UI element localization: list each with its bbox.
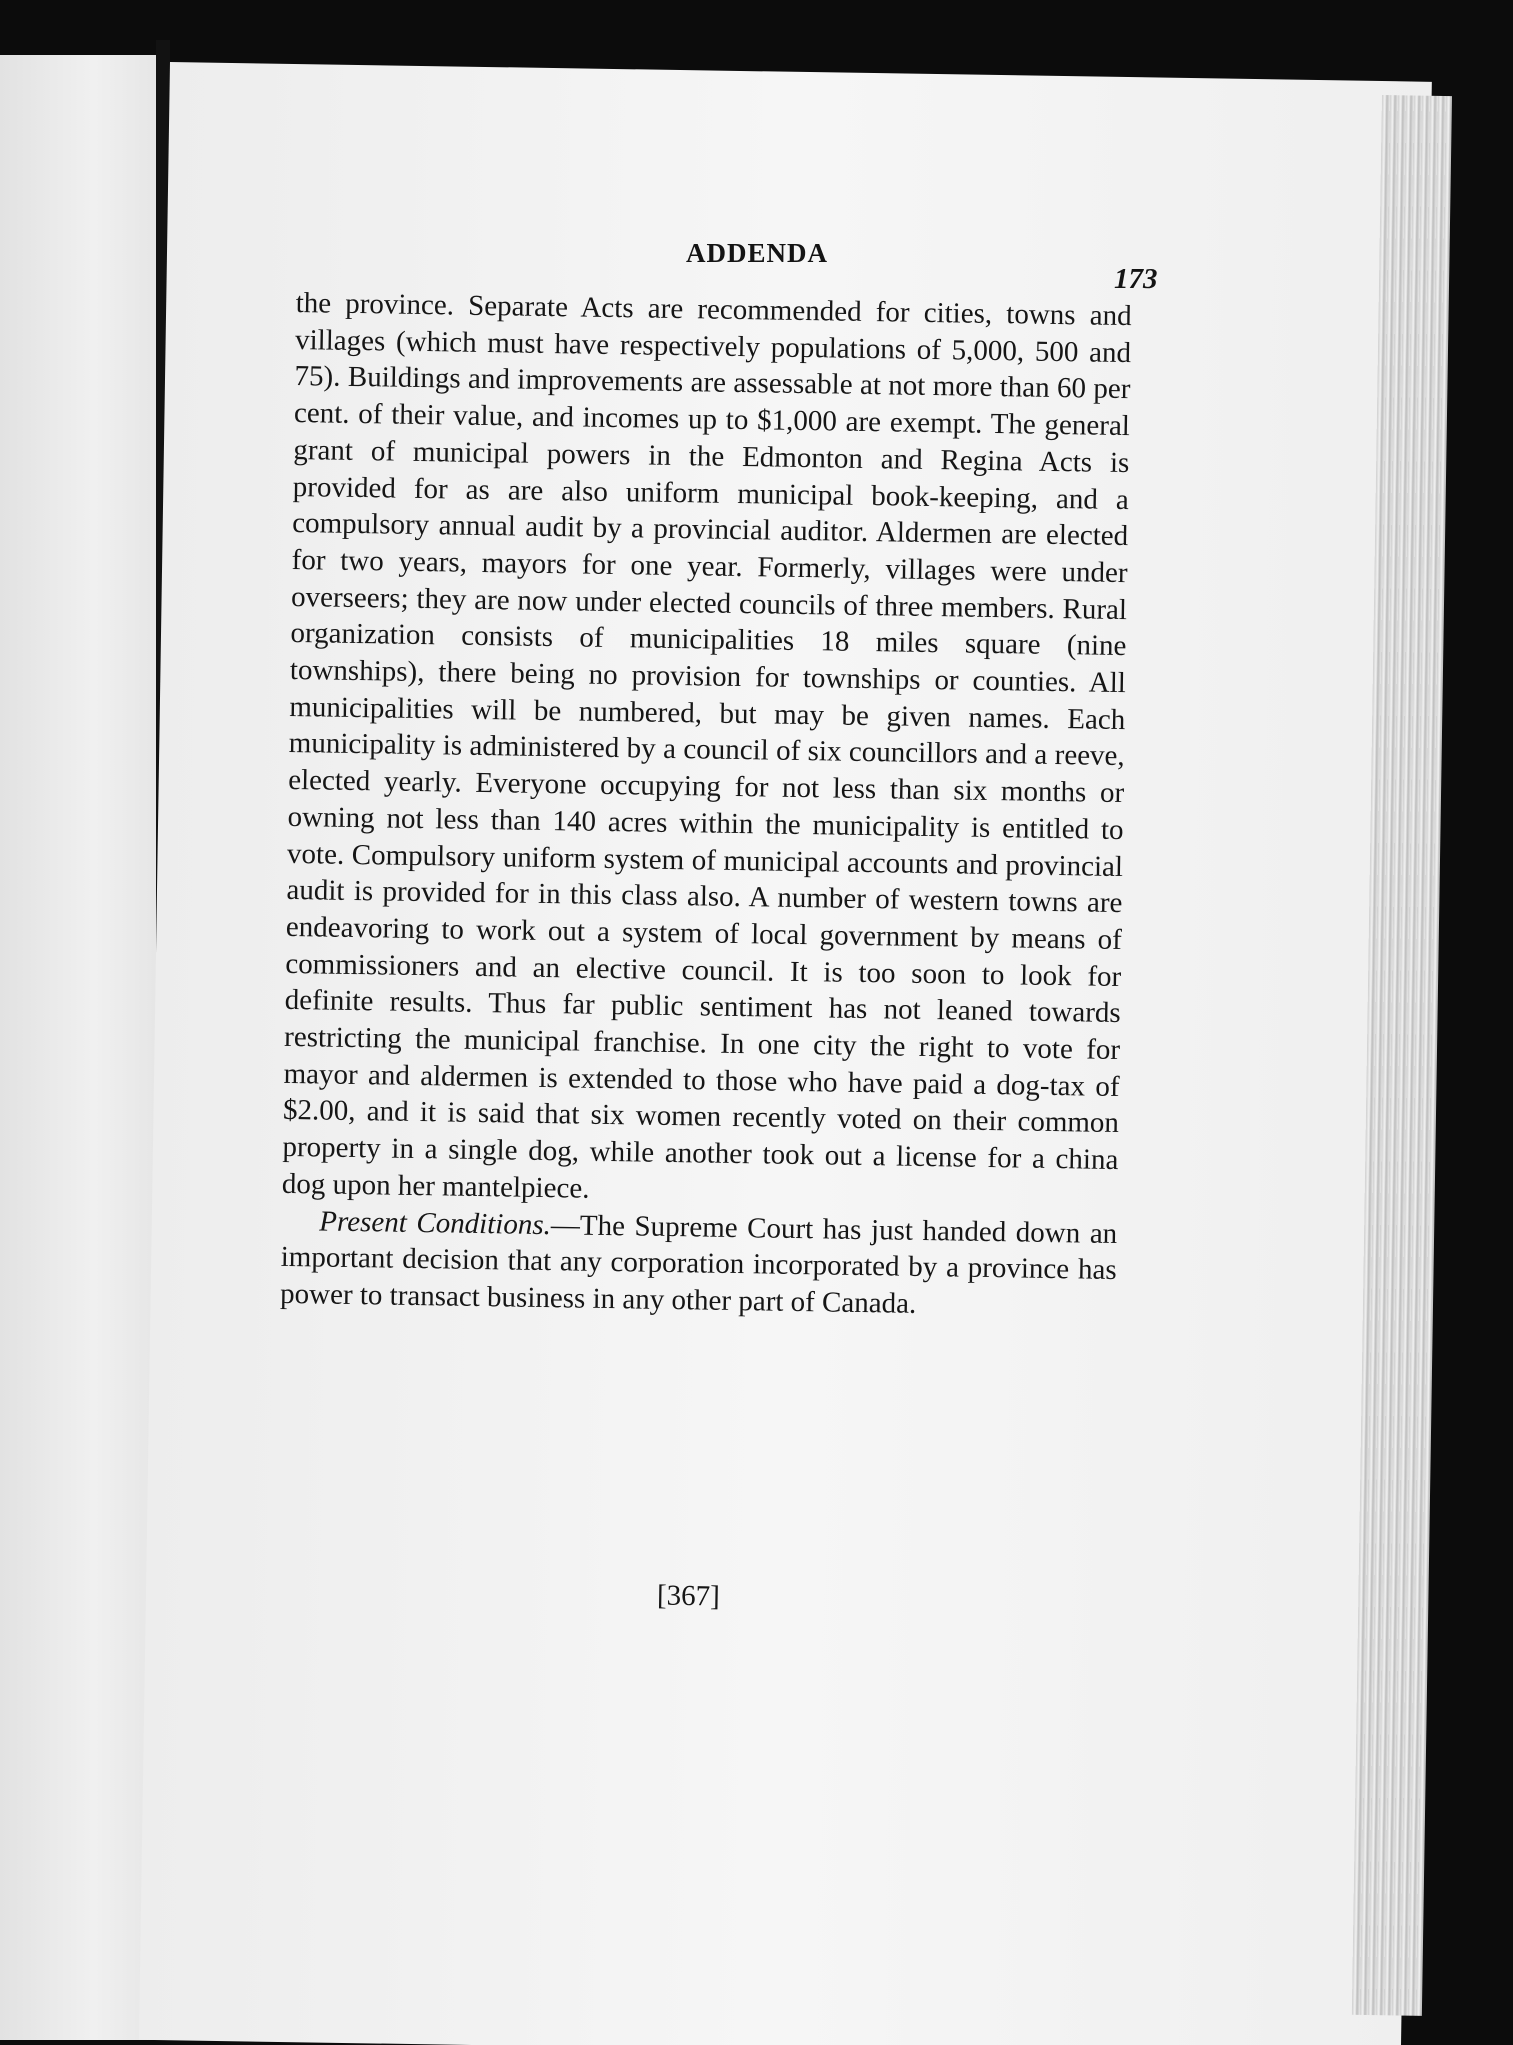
running-head: ADDENDA [686,238,828,268]
body-text [280,285,1132,1326]
left-page-margin [0,55,156,2040]
paragraph-text: —The Supreme Court has just handed down an important decision that any corporation incorporated by a province has power to transact business in any other part of Canada. [279,1208,1118,1320]
paragraph: the province. Separate Acts are recommended for cities, towns and villages (which must have respectively populations of 5,000, 500 and 75). Buildings and improvements are assessable at not more than 60 per cent. of their value, and incomes up to $1,000 are exempt. The general grant of municipal powers in the Edmonton and Regina Acts is provided for as are also uniform municipal book-keeping, and a compulsory annual audit by a provincial auditor. Aldermen are elected for two years, mayors for one year. Formerly, villages were under overseers; they are now under elected councils of three members. Rural organization consists of municipalities 18 miles square (nine townships), there being no provision for townships or counties. All municipalities will be numbered, but may be given names. Each municipality is administered by a council of six councillors and a reeve, elected yearly. Everyone occupying for not less than six months or owning not less than 140 acres within the municipality is entitled to vote. Compulsory uniform system of municipal accounts and provincial audit is provided for in this class also. A number of western towns are endeavoring to work out a system of local government by means of commissioners and an elective council. It is too soon to look for definite results. Thus far public sentiment has not leaned towards restricting the municipal franchise. In one city the right to vote for mayor and aldermen is extended to those who have paid a dog-tax of $2.00, and it is said that six women recently voted on their common property in a single dog, while another took out a license for a china dog upon her mantelpiece. [281,286,1132,1205]
paragraph [280,1202,1118,1325]
folio: [367] [656,1579,721,1613]
paragraph-subhead: Present Conditions. [319,1205,552,1241]
page-number: 173 [1114,263,1158,295]
